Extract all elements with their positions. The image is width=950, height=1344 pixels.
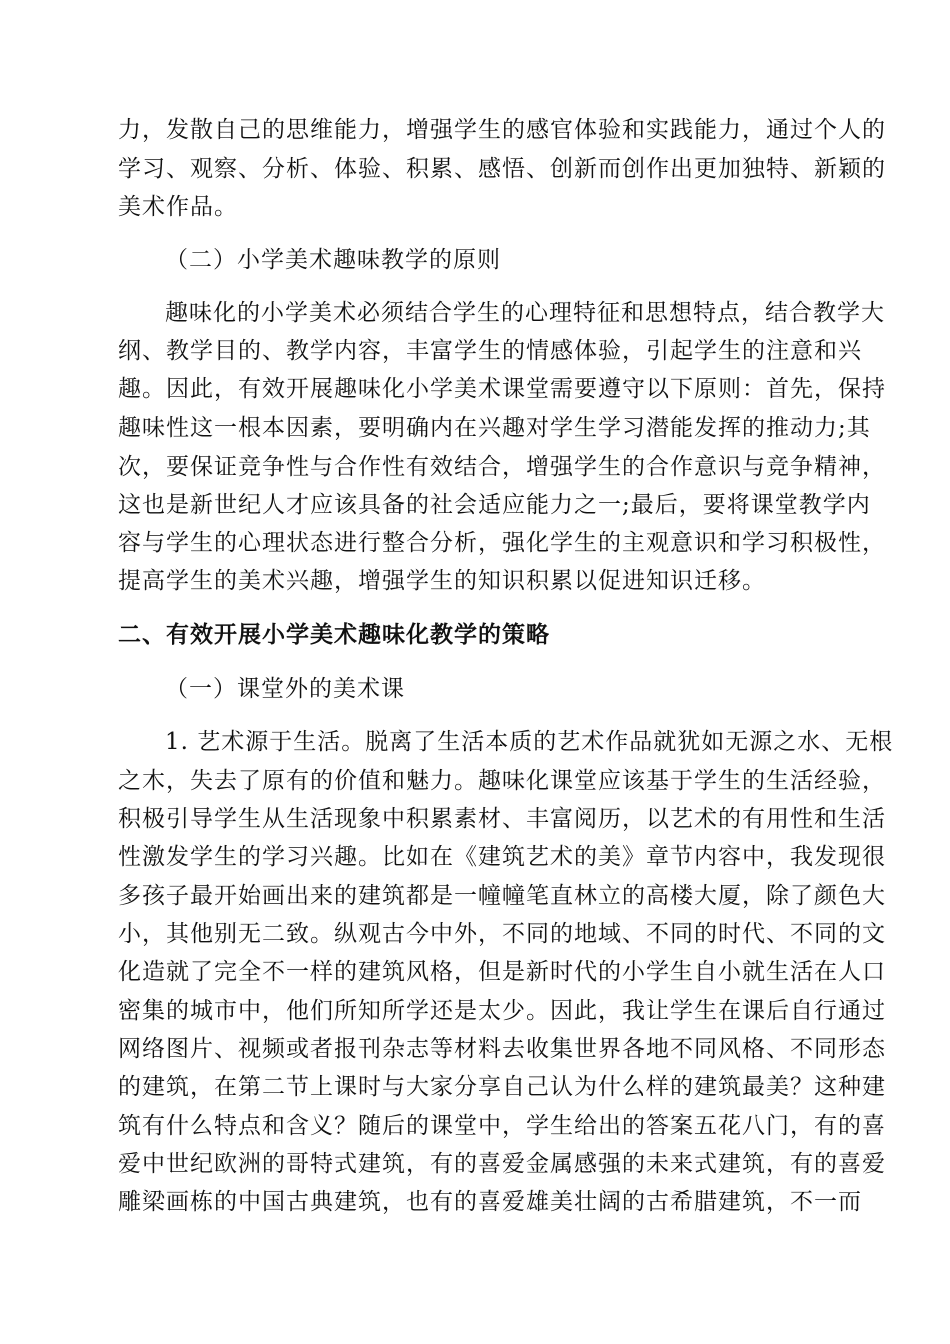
principles-line-3: 趣。因此，有效开展趣味化小学美术课堂需要遵守以下原则：首先，保持 — [118, 376, 886, 402]
art-line-3: 积极引导学生从生活现象中积累素材、丰富阅历，以艺术的有用性和生活 — [118, 806, 886, 832]
principles-line-7: 容与学生的心理状态进行整合分析，强化学生的主观意识和学习积极性， — [118, 530, 886, 556]
art-line-7: 化造就了完全不一样的建筑风格，但是新时代的小学生自小就生活在人口 — [118, 959, 886, 985]
art-line-8: 密集的城市中，他们所知所学还是太少。因此，我让学生在课后自行通过 — [118, 998, 886, 1024]
art-line-5: 多孩子最开始画出来的建筑都是一幢幢笔直林立的高楼大厦，除了颜色大 — [118, 883, 886, 909]
principles-line-1: 趣味化的小学美术必须结合学生的心理特征和思想特点，结合教学大 — [165, 300, 885, 326]
intro-line-3: 美术作品。 — [118, 194, 238, 220]
art-line-13: 雕梁画栋的中国古典建筑，也有的喜爱雄美壮阔的古希腊建筑，不一而 — [118, 1189, 862, 1215]
art-line-2: 之木，失去了原有的价值和魅力。趣味化课堂应该基于学生的生活经验， — [118, 768, 886, 794]
art-line-4: 性激发学生的学习兴趣。比如在《建筑艺术的美》章节内容中，我发现很 — [118, 844, 886, 870]
art-line-10: 的建筑，在第二节上课时与大家分享自己认为什么样的建筑最美？这种建 — [118, 1074, 886, 1100]
art-line-12: 爱中世纪欧洲的哥特式建筑，有的喜爱金属感强的未来式建筑，有的喜爱 — [118, 1151, 886, 1177]
principles-line-2: 纲、教学目的、教学内容，丰富学生的情感体验，引起学生的注意和兴 — [118, 338, 862, 364]
principles-line-5: 次，要保证竞争性与合作性有效结合，增强学生的合作意识与竞争精神， — [118, 454, 886, 480]
art-line-6: 小，其他别无二致。纵观古今中外，不同的地域、不同的时代、不同的文 — [118, 921, 886, 947]
intro-line-1: 力，发散自己的思维能力，增强学生的感官体验和实践能力，通过个人的 — [118, 117, 886, 143]
principles-line-4: 趣味性这一根本因素，要明确内在兴趣对学生学习潜能发挥的推动力;其 — [118, 415, 871, 441]
art-line-11: 筑有什么特点和含义？随后的课堂中，学生给出的答案五花八门，有的喜 — [118, 1113, 886, 1139]
subheading-principles: （二）小学美术趣味教学的原则 — [165, 247, 501, 273]
principles-line-8: 提高学生的美术兴趣，增强学生的知识积累以促进知识迁移。 — [118, 568, 766, 594]
art-line-1: 1. 艺术源于生活。脱离了生活本质的艺术作品就犹如无源之水、无根 — [165, 729, 894, 755]
art-line-9: 网络图片、视频或者报刊杂志等材料去收集世界各地不同风格、不同形态 — [118, 1036, 886, 1062]
subheading-outside-class: （一）课堂外的美术课 — [165, 676, 405, 702]
principles-line-6: 这也是新世纪人才应该具备的社会适应能力之一;最后，要将课堂教学内 — [118, 492, 871, 518]
intro-line-2: 学习、观察、分析、体验、积累、感悟、创新而创作出更加独特、新颖的 — [118, 156, 886, 182]
section-heading-strategies: 二、有效开展小学美术趣味化教学的策略 — [118, 621, 550, 648]
